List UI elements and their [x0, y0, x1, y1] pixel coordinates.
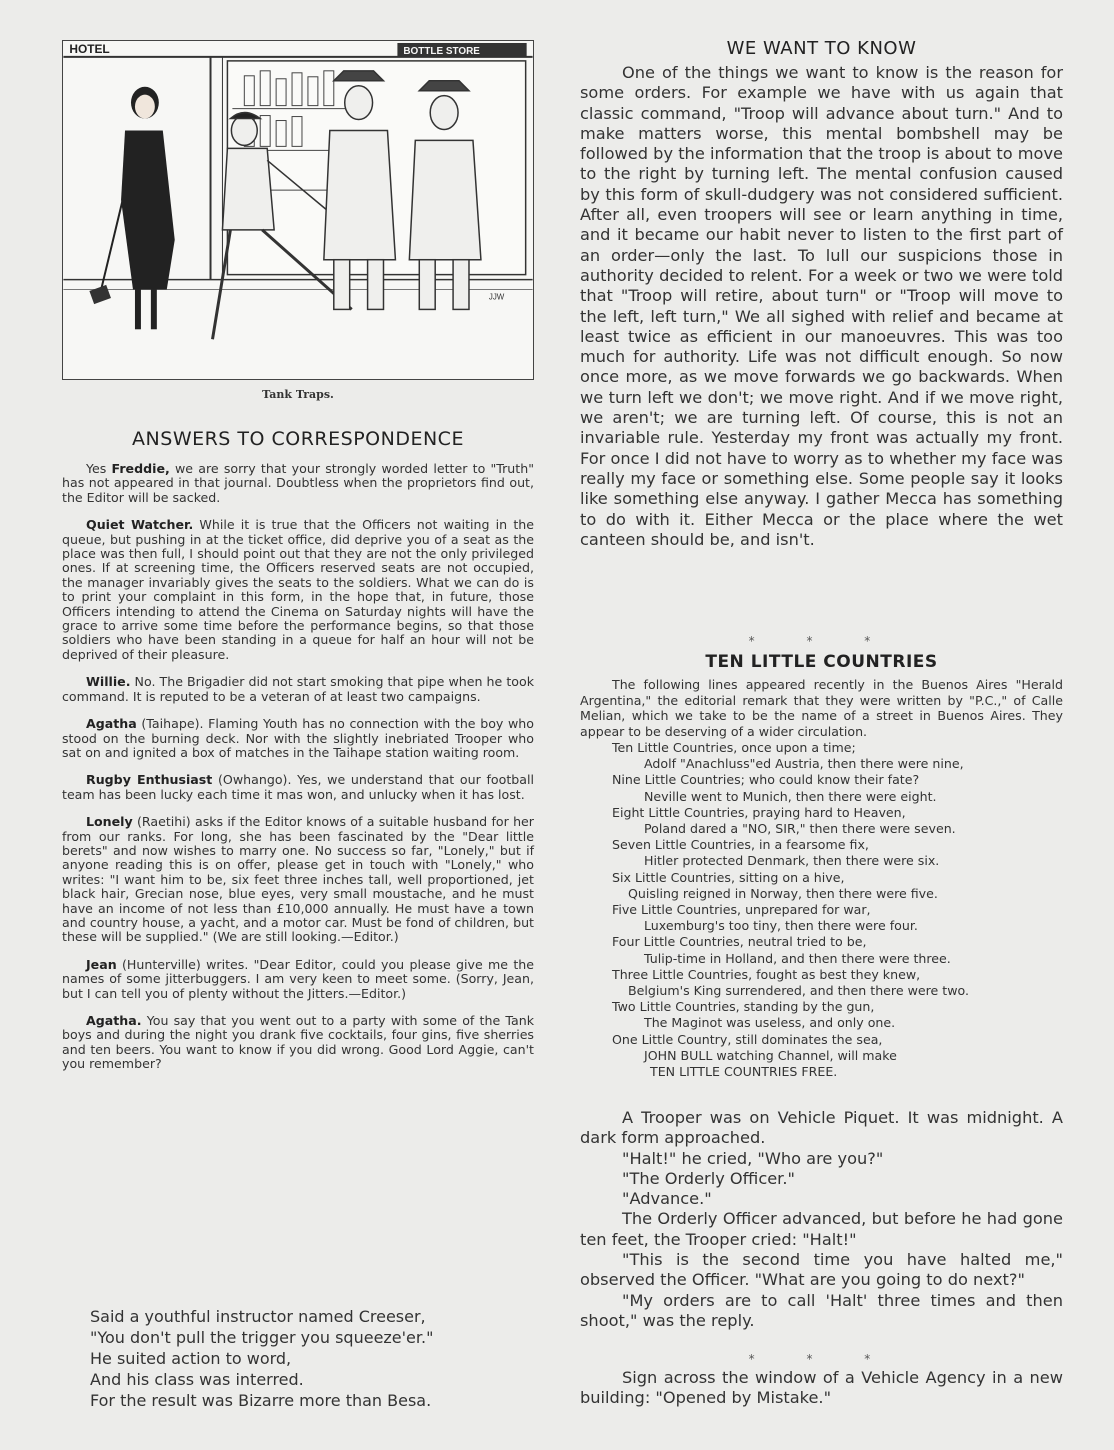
answer-text: No. The Brigadier did not start smoking that pipe when he took command. It is reputed to be a veteran of at least two campaigns. — [62, 674, 534, 704]
answer-text: (Hunterville) writes. "Dear Editor, could you please give me the names of some jitterbuggers. I am very keen to meet some. (Sorry, Jean, but I can tell you of plenty without the Jitters.—Editor.) — [62, 956, 534, 1001]
ten-intro-text: The following lines appeared recently in the Buenos Aires "Herald Argentina," the editorial remark that they were written by "P.C.," of Calle Melian, which we take to be the name of a street in Buenos Aires. They appear to be deserving of a wider circulation. — [580, 677, 1063, 739]
answer-entry — [62, 518, 534, 662]
answer-text: we are sorry that your strongly worded letter to "Truth" has not appeared in that journal. Doubtless when the proprietors find out, the Editor will be sacked. — [62, 461, 534, 505]
answer-entry — [62, 815, 534, 945]
bottle-store-sign: BOTTLE STORE — [403, 45, 480, 57]
answer-prefix: Yes — [86, 461, 112, 476]
answer-correspondent: Willie. — [86, 674, 131, 690]
ten-verse — [580, 740, 1063, 1080]
cartoon-illustration — [62, 40, 534, 380]
answer-correspondent: Quiet Watcher. — [86, 517, 194, 533]
answer-correspondent: Agatha — [86, 716, 137, 732]
limerick — [90, 1306, 530, 1411]
piquet-paragraph: "The Orderly Officer." — [622, 1168, 795, 1188]
verse-line: Two Little Countries, standing by the gun, — [612, 999, 875, 1015]
verse-line: Neville went to Munich, then there were eight. — [644, 788, 937, 804]
sign-text: Sign across the window of a Vehicle Agency in a new building: "Opened by Mistake." — [580, 1368, 1063, 1408]
verse-line: Three Little Countries, fought as best they knew, — [612, 966, 921, 982]
answer-text: (Raetihi) asks if the Editor knows of a suitable husband for her from our ranks. For long, she has been fascinated by the "Dear little berets" and now wishes to marry one. No success so far, "Lonely," but if anyone reading this is on offer, please get in touch with "Lonely," who writes: "I want him to be, six feet three inches tall, well proportioned, jet black hair, Grecian nose, blue eyes, very small moustache, and he must have an income of not less than £10,000 annually. He must have a town and country house, a yacht, and a motor car. Must be fond of children, but these will be supplied." (We are still looking.—Editor.) — [62, 814, 534, 945]
limerick-line: He suited action to word, — [90, 1349, 292, 1368]
verse-line: Luxemburg's too tiny, then there were four. — [644, 918, 918, 934]
cartoon-caption: Tank Traps. — [262, 388, 334, 401]
verse-line: Hitler protected Denmark, then there were six. — [644, 853, 940, 869]
piquet-paragraph: "This is the second time you have halted me," observed the Officer. "What are you going to do next?" — [580, 1250, 1063, 1290]
want-text: One of the things we want to know is the reason for some orders. For example we have with us again that classic command, "Troop will advance about turn." And to make matters worse, this mental bombshell may be followed by the information that the troop is about to move to the right by turning left. The mental confusion caused by this form of skull-dudgery was not considered sufficient. After all, even troopers will see or learn anything in time, and it became our habit never to listen to the first part of an order—only the last. To lull our suspicions those in authority decided to relent. For a week or two we were told that "Troop will retire, about turn" or "Troop will move to the left, left turn," We all sighed with relief and became at least twice as efficient in our manoeuvres. This was too much for authority. Life was not difficult enough. So now once more, as we move forwards we go backwards. When we turn left we don't; we move right. And if we move right, we aren't; we are turning left. Of course, this is not an invariable rule. Yesterday my front was actually my front. For once I did not have to worry as to whether my face was really my face or something else. Some people say it looks like something else anyway. I gather Mecca has something to do with it. Either Mecca or the place where the wet canteen should be, and isn't. — [580, 63, 1063, 549]
limerick-line: Said a youthful instructor named Creeser, — [90, 1307, 426, 1326]
answer-entry — [62, 1014, 534, 1072]
verse-line: Six Little Countries, sitting on a hive, — [612, 869, 845, 885]
answer-text: (Taihape). Flaming Youth has no connection with the boy who stood on the burning deck. Nor with the slightly inebriated Trooper who sat on and ignited a box of matches in the Taihape station waiting room. — [62, 716, 534, 760]
answer-text: While it is true that the Officers not waiting in the queue, but pushing in at the ticket office, did deprive you of a seat as the place was then full, I should point out that they are not the only privileged ones. If at screening time, the Officers reserved seats are not occupied, the manager invariably gives the seats to the soldiers. What we can do is to print your complaint in this form, in the hope that, in future, those Officers intending to attend the Cinema on Saturday nights will have the grace to arrive some time before the performance begins, so that those soldiers who have been standing in a queue for half an hour will not be deprived of their pleasure. — [62, 517, 534, 662]
verse-line: Nine Little Countries; who could know their fate? — [612, 772, 920, 788]
answer-correspondent: Freddie, — [111, 461, 170, 476]
verse-line: Eight Little Countries, praying hard to Heaven, — [612, 804, 906, 820]
answer-correspondent: Lonely — [86, 814, 133, 830]
verse-line: Quisling reigned in Norway, then there were five. — [628, 885, 938, 901]
hotel-sign: HOTEL — [69, 41, 110, 56]
verse-line: Seven Little Countries, in a fearsome fix, — [612, 837, 869, 853]
answer-correspondent: Agatha. — [86, 1013, 142, 1028]
verse-line: Five Little Countries, unprepared for war, — [612, 902, 871, 918]
limerick-line: "You don't pull the trigger you squeeze'er." — [90, 1328, 434, 1347]
answer-text: You say that you went out to a party with some of the Tank boys and during the night you drank five cocktails, four gins, five sherries and ten beers. You want to know if you did wrong. Good Lord Aggie, can't you remember? — [62, 1013, 534, 1072]
verse-line: Ten Little Countries, once upon a time; — [612, 740, 856, 755]
ten-heading: TEN LITTLE COUNTRIES — [705, 652, 938, 672]
answer-correspondent: Jean — [86, 956, 117, 972]
separator: * * * — [748, 634, 895, 648]
answer-correspondent: Rugby Enthusiast — [86, 772, 213, 788]
piquet-anecdote — [580, 1108, 1063, 1331]
answer-entry — [62, 717, 534, 760]
artist-signature: JJW — [488, 292, 505, 302]
piquet-paragraph: A Trooper was on Vehicle Piquet. It was midnight. A dark form approached. — [580, 1108, 1063, 1148]
verse-line: Four Little Countries, neutral tried to be, — [612, 934, 867, 950]
verse-line: One Little Country, still dominates the sea, — [612, 1031, 883, 1047]
verse-line: TEN LITTLE COUNTRIES FREE. — [650, 1064, 838, 1080]
answer-entry — [62, 675, 534, 704]
answer-entry — [62, 462, 534, 505]
verse-line: Tulip-time in Holland, and then there were three. — [644, 950, 951, 966]
piquet-paragraph: The Orderly Officer advanced, but before he had gone ten feet, the Trooper cried: "Halt!" — [580, 1209, 1063, 1249]
answer-entry — [62, 773, 534, 802]
verse-line: Adolf "Anachluss"ed Austria, then there were nine, — [644, 756, 964, 772]
answer-text: (Owhango). Yes, we understand that our football team has been lucky each time it mas won, and unlucky when it has lost. — [62, 772, 534, 802]
piquet-paragraph: "Halt!" he cried, "Who are you?" — [622, 1148, 884, 1168]
piquet-paragraph: "My orders are to call 'Halt' three times and then shoot," was the reply. — [580, 1290, 1063, 1330]
sign-anecdote — [580, 1368, 1063, 1409]
answers-heading: ANSWERS TO CORRESPONDENCE — [132, 428, 464, 450]
answer-entry — [62, 958, 534, 1001]
verse-line: Poland dared a "NO, SIR," then there were seven. — [644, 821, 956, 837]
verse-line: The Maginot was useless, and only one. — [644, 1015, 896, 1031]
separator: * * * — [748, 1352, 895, 1366]
answers-section — [62, 462, 534, 1085]
ten-intro — [580, 677, 1063, 739]
piquet-paragraph: "Advance." — [622, 1189, 712, 1209]
verse-line: Belgium's King surrendered, and then there were two. — [628, 983, 970, 999]
limerick-line: For the result was Bizarre more than Besa. — [90, 1391, 432, 1410]
want-heading: WE WANT TO KNOW — [726, 38, 917, 59]
limerick-line: And his class was interred. — [90, 1370, 304, 1389]
verse-line: JOHN BULL watching Channel, will make — [644, 1047, 897, 1063]
want-article — [580, 63, 1063, 550]
